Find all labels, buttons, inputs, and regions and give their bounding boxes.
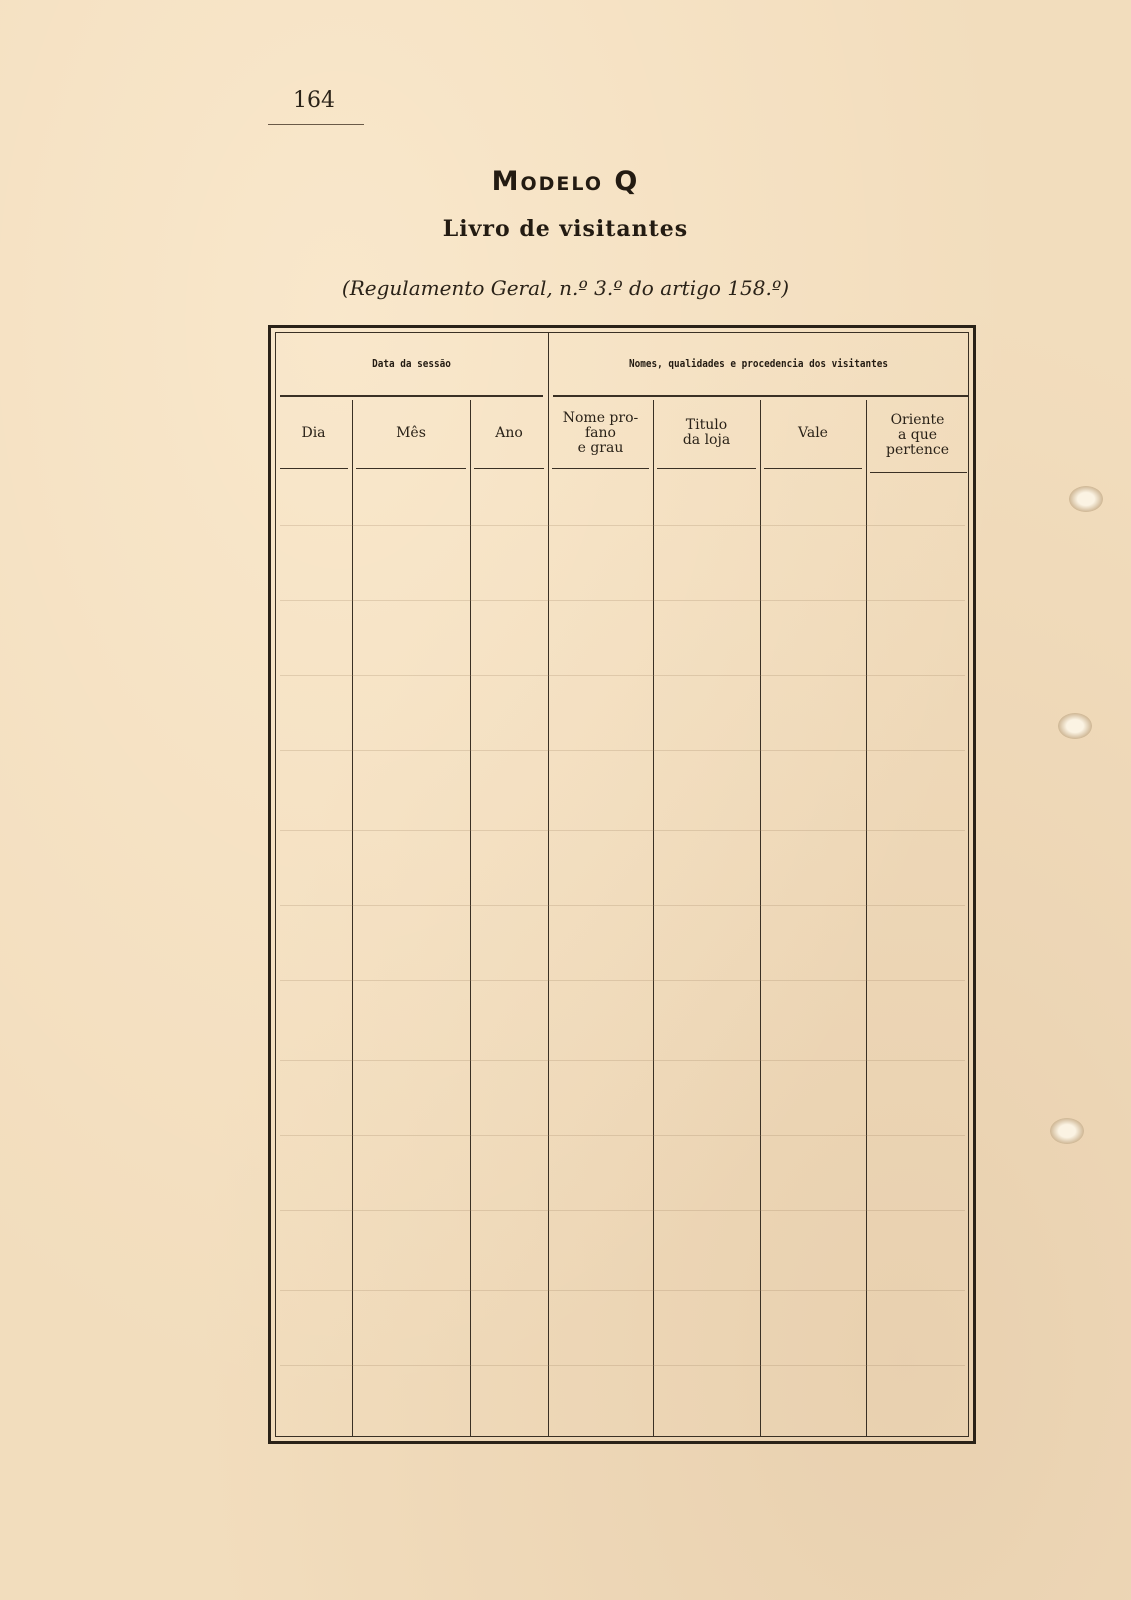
page-number: 164 bbox=[293, 88, 335, 113]
group-header-visitor-names: Nomes, qualidades e procedencia dos visitantes bbox=[629, 357, 888, 370]
table-inner-border bbox=[275, 332, 969, 1437]
column-header-mes: Mês bbox=[396, 424, 426, 441]
column-header-oriente: Oriente a que pertence bbox=[886, 411, 949, 458]
row-guide bbox=[280, 1290, 965, 1291]
row-guide bbox=[280, 525, 965, 526]
column-header-rule bbox=[552, 468, 649, 469]
regulation-reference: (Regulamento Geral, n.º 3.º do artigo 158.º) bbox=[341, 276, 790, 300]
column-header-dia: Dia bbox=[301, 424, 326, 441]
punch-hole bbox=[1058, 713, 1092, 739]
row-guide bbox=[280, 600, 965, 601]
column-header-rule bbox=[356, 468, 466, 469]
column-header-rule bbox=[870, 472, 967, 473]
column-header-rule bbox=[280, 468, 348, 469]
column-divider bbox=[760, 400, 761, 1437]
row-guide bbox=[280, 905, 965, 906]
book-title: Livro de visitantes bbox=[442, 216, 689, 242]
punch-hole bbox=[1069, 486, 1103, 512]
row-guide bbox=[280, 1210, 965, 1211]
column-divider bbox=[470, 400, 471, 1437]
row-guide bbox=[280, 980, 965, 981]
group-divider bbox=[548, 332, 549, 1437]
group-header-rule-right bbox=[553, 395, 968, 397]
row-guide bbox=[280, 1135, 965, 1136]
column-header-ano: Ano bbox=[495, 424, 523, 441]
column-divider bbox=[866, 400, 867, 1437]
page-number-rule bbox=[268, 124, 364, 125]
group-header-rule-left bbox=[280, 395, 543, 397]
row-guide bbox=[280, 1365, 965, 1366]
column-header-nome-profano: Nome pro- fano e grau bbox=[562, 409, 639, 456]
row-guide bbox=[280, 830, 965, 831]
row-guide bbox=[280, 750, 965, 751]
column-header-rule bbox=[764, 468, 862, 469]
column-header-titulo-loja: Titulo da loja bbox=[682, 417, 731, 448]
column-header-vale: Vale bbox=[798, 424, 828, 441]
row-guide bbox=[280, 675, 965, 676]
column-header-rule bbox=[474, 468, 544, 469]
column-header-rule bbox=[657, 468, 756, 469]
model-title: Modelo Q bbox=[491, 166, 640, 197]
row-guide bbox=[280, 1060, 965, 1061]
column-divider bbox=[653, 400, 654, 1437]
punch-hole bbox=[1050, 1118, 1084, 1144]
group-header-session-date: Data da sessão bbox=[372, 357, 451, 370]
column-divider bbox=[352, 400, 353, 1437]
